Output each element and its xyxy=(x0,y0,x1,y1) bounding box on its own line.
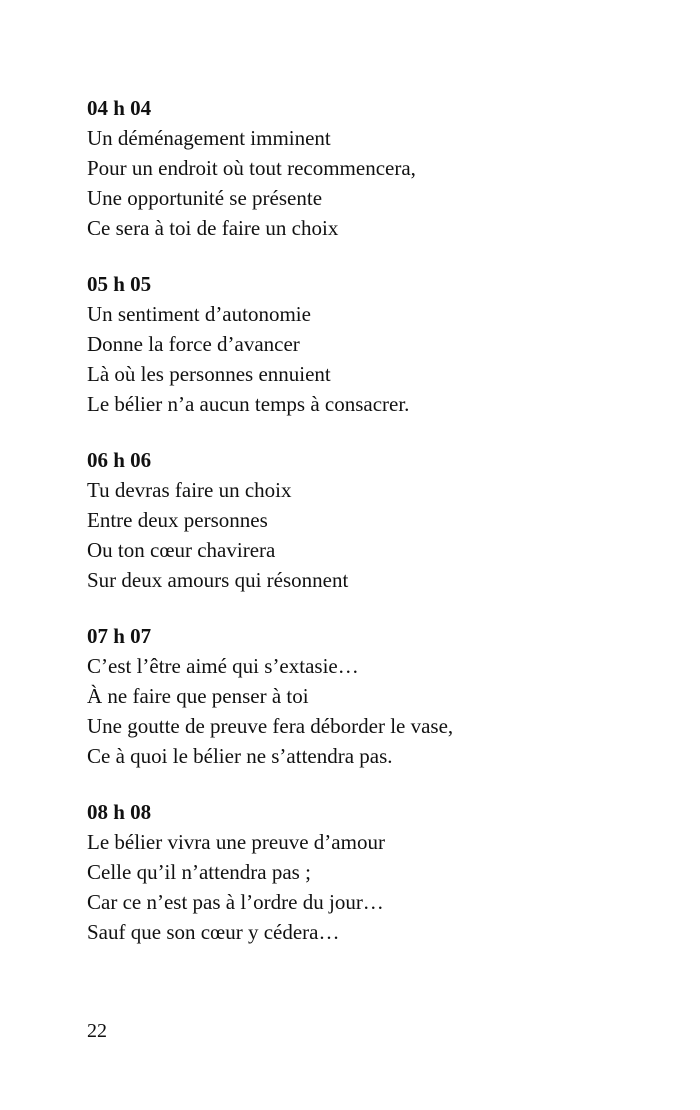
verse-line: Entre deux personnes xyxy=(87,508,268,532)
verse-line: Tu devras faire un choix xyxy=(87,478,292,502)
verse-line: Sauf que son cœur y cédera… xyxy=(87,920,340,944)
stanza-0505 xyxy=(87,269,647,419)
stanza-0404 xyxy=(87,93,647,243)
stanza-title: 05 h 05 xyxy=(87,272,152,296)
verse-line: Un sentiment d’autonomie xyxy=(87,302,311,326)
verse-line: Ou ton cœur chavirera xyxy=(87,538,276,562)
verse-line: Sur deux amours qui résonnent xyxy=(87,568,349,592)
verse-line: Une goutte de preuve fera déborder le vase, xyxy=(87,714,454,738)
verse-line: Donne la force d’avancer xyxy=(87,332,300,356)
verse-line: Une opportunité se présente xyxy=(87,186,323,210)
verse-line: Le bélier n’a aucun temps à consacrer. xyxy=(87,392,410,416)
stanza-0606 xyxy=(87,445,647,595)
verse-line: Là où les personnes ennuient xyxy=(87,362,331,386)
stanza-0808 xyxy=(87,797,647,947)
verse-line: Un déménagement imminent xyxy=(87,126,331,150)
page-number: 22 xyxy=(87,1020,107,1042)
stanza-title: 04 h 04 xyxy=(87,96,152,120)
verse-line: Celle qu’il n’attendra pas ; xyxy=(87,860,311,884)
stanza-title: 07 h 07 xyxy=(87,624,152,648)
verse-line: À ne faire que penser à toi xyxy=(87,684,309,708)
verse-line: Car ce n’est pas à l’ordre du jour… xyxy=(87,890,384,914)
verse-line: C’est l’être aimé qui s’extasie… xyxy=(87,654,359,678)
verse-line: Le bélier vivra une preuve d’amour xyxy=(87,830,385,854)
stanza-title: 08 h 08 xyxy=(87,800,152,824)
verse-line: Pour un endroit où tout recommencera, xyxy=(87,156,416,180)
stanza-title: 06 h 06 xyxy=(87,448,152,472)
stanza-0707 xyxy=(87,621,647,771)
verse-line: Ce à quoi le bélier ne s’attendra pas. xyxy=(87,744,393,768)
verse-line: Ce sera à toi de faire un choix xyxy=(87,216,339,240)
